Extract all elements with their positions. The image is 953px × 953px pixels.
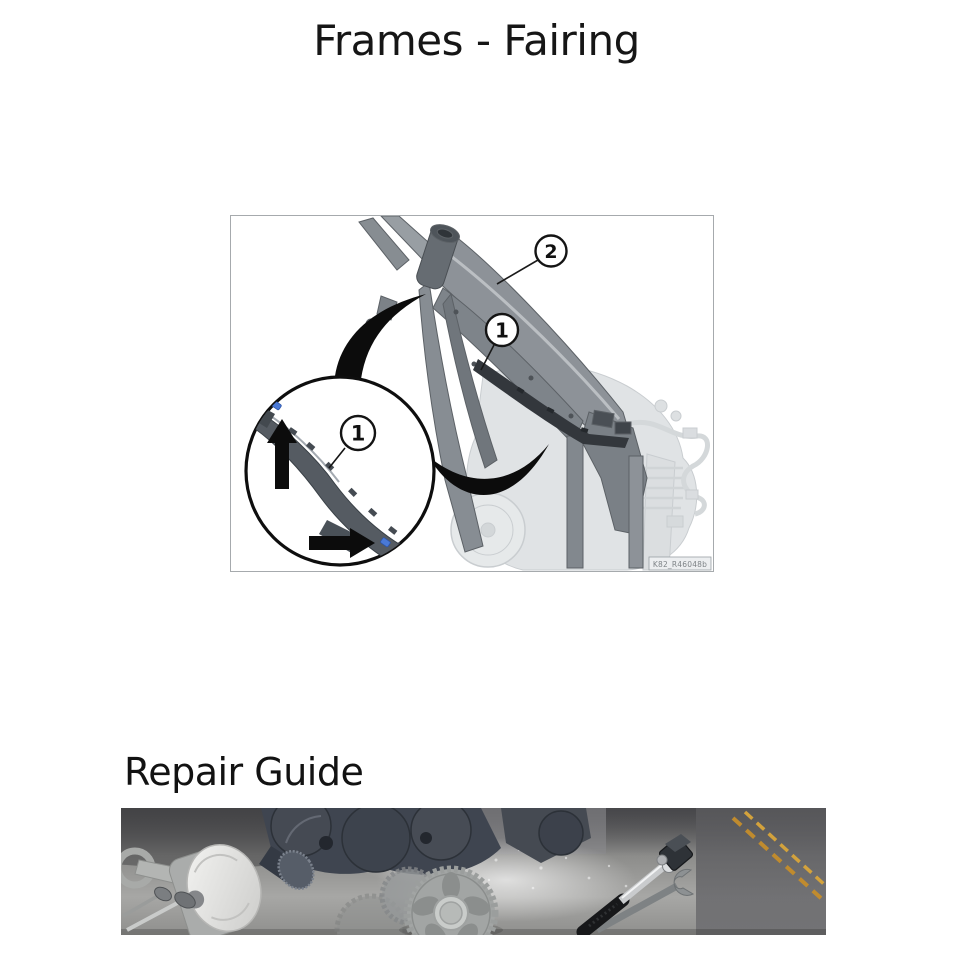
callout-1-detail-number: 1 — [350, 421, 366, 446]
frame-fairing-diagram — [230, 215, 714, 572]
section-heading: Repair Guide — [124, 750, 364, 794]
repair-guide-banner-svg — [121, 808, 826, 935]
frame-fairing-diagram-svg — [231, 216, 713, 571]
image-code-text: K82_R46048b — [652, 560, 708, 569]
image-code-label — [649, 557, 711, 570]
detail-magnifier — [246, 377, 434, 566]
callout-2 — [497, 236, 567, 285]
callout-1-main-number: 1 — [495, 318, 509, 343]
repair-guide-banner — [121, 808, 826, 935]
page-title: Frames - Fairing — [313, 16, 640, 65]
callout-2-number: 2 — [544, 241, 558, 263]
